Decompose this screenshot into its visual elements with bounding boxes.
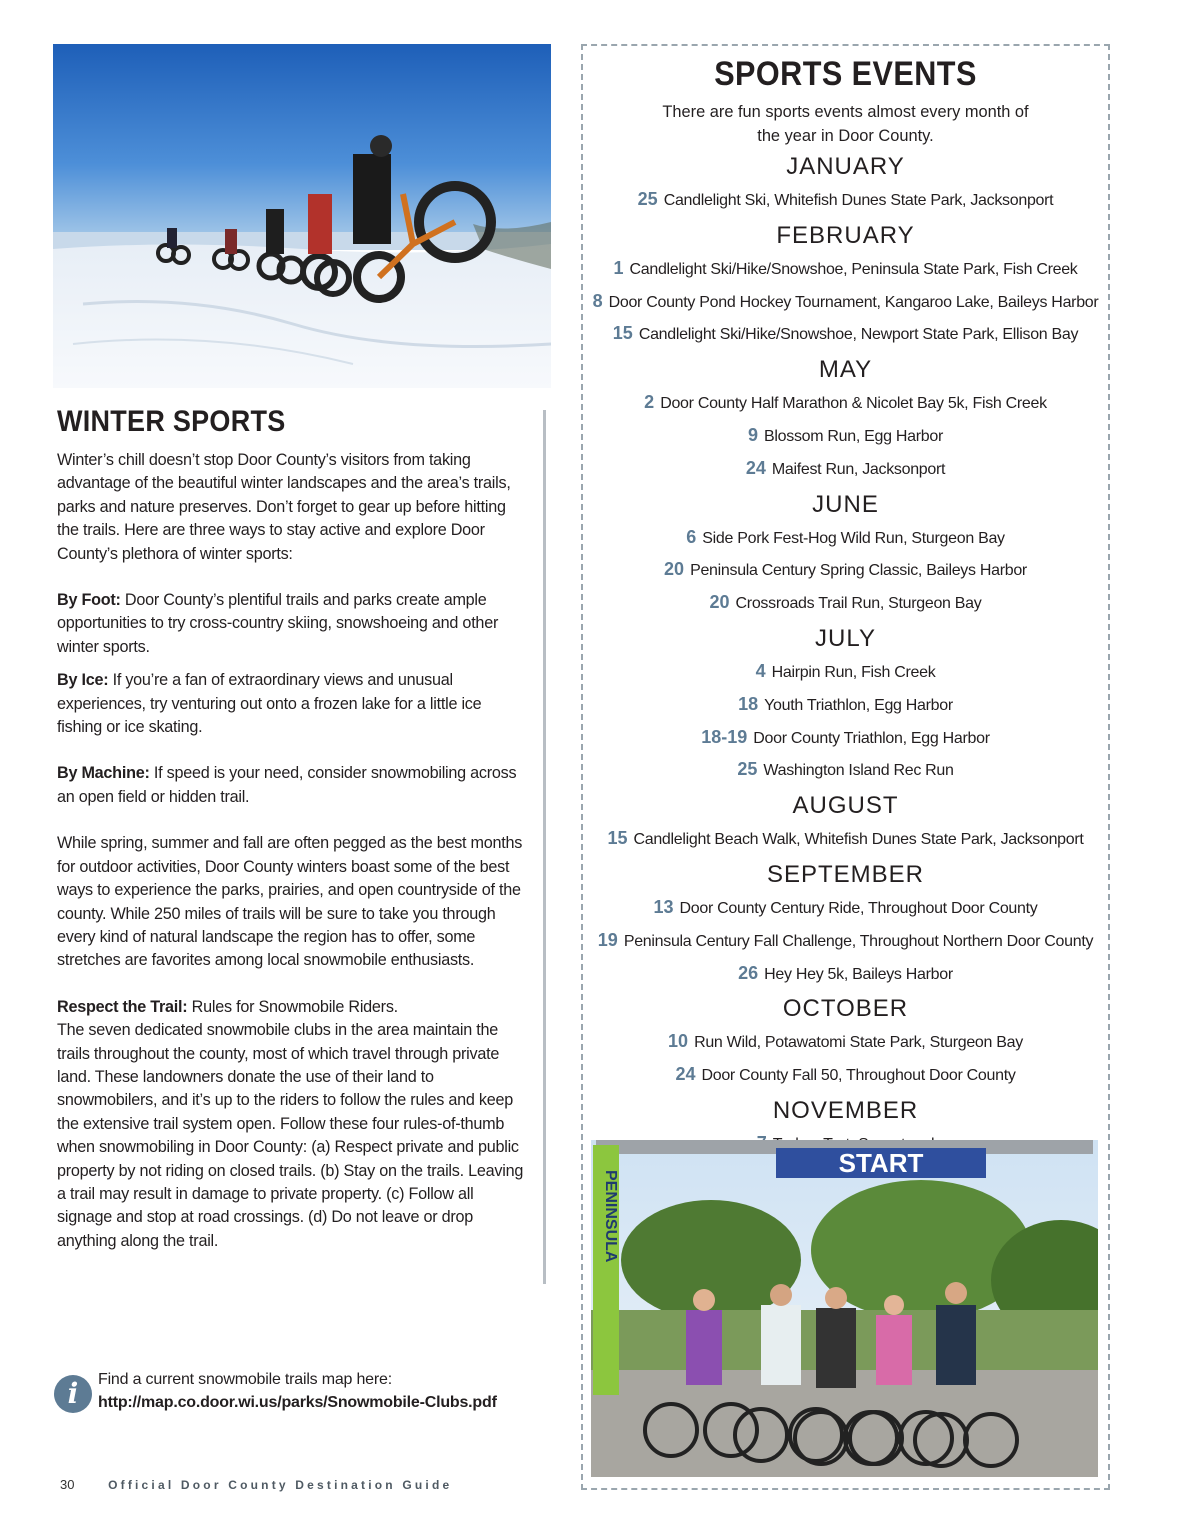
event-date: 8	[592, 290, 603, 311]
event-item	[583, 722, 1108, 755]
winter-intro: Winter’s chill doesn’t stop Door County’s visitors from taking advantage of the beautiful winter landscapes and the area’s trails, parks and nature preserves. Don’t forget to gear up before hitting the trails. Here are three ways to stay active and explore Door County’s plethora of winter sports:	[57, 451, 511, 563]
event-date: 15	[607, 828, 628, 849]
guide-title: Official Door County Destination Guide	[108, 1478, 453, 1492]
event-date: 25	[737, 759, 758, 780]
event-list	[583, 150, 1108, 1161]
event-item	[583, 754, 1108, 787]
event-name: Side Pork Fest-Hog Wild Run, Sturgeon Bay	[702, 529, 1005, 547]
event-item	[583, 184, 1108, 217]
event-item	[583, 1026, 1108, 1059]
event-date: 1	[613, 257, 624, 278]
event-date: 24	[675, 1064, 696, 1085]
event-item	[583, 925, 1108, 958]
month-heading-october: OCTOBER	[782, 995, 909, 1023]
event-date: 25	[637, 189, 658, 209]
month-heading-june: JUNE	[812, 490, 879, 518]
month-heading-august: AUGUST	[792, 792, 899, 820]
trail-map-info	[54, 1368, 574, 1418]
event-date: 2	[644, 392, 655, 413]
event-name: Candlelight Ski/Hike/Snowshoe, Peninsula State Park, Fish Creek	[629, 260, 1078, 278]
event-name: Youth Triathlon, Egg Harbor	[764, 696, 953, 714]
by-foot-paragraph	[57, 589, 527, 659]
event-name: Candlelight Ski/Hike/Snowshoe, Newport State Park, Ellison Bay	[638, 326, 1079, 344]
event-item	[583, 387, 1108, 420]
trail-map-link[interactable]: http://map.co.door.wi.us/parks/Snowmobile-Clubs.pdf	[98, 1394, 497, 1411]
event-name: Door County Century Ride, Throughout Door County	[679, 899, 1038, 917]
event-item	[583, 892, 1108, 925]
by-ice-label: By Ice:	[57, 671, 109, 690]
event-date: 13	[653, 896, 674, 917]
by-ice-paragraph	[57, 669, 527, 739]
info-icon: i	[54, 1375, 92, 1413]
page-number: 30	[60, 1477, 75, 1492]
cyclists-start-line-photo	[591, 1140, 1098, 1477]
by-machine-paragraph	[57, 762, 527, 809]
event-name: Peninsula Century Spring Classic, Baileys Harbor	[690, 562, 1027, 580]
event-date: 15	[612, 323, 633, 344]
event-date: 18-19	[701, 726, 748, 747]
by-foot-label: By Foot:	[57, 591, 121, 610]
intro-line-2: the year in Door County.	[757, 127, 934, 145]
event-item	[583, 420, 1108, 453]
event-item	[583, 522, 1108, 555]
event-date: 9	[748, 424, 759, 445]
start-banner-text: START	[838, 1148, 924, 1178]
winter-sports-title: WINTER SPORTS	[57, 405, 286, 438]
event-date: 10	[668, 1031, 689, 1052]
event-name: Hey Hey 5k, Baileys Harbor	[764, 965, 953, 983]
event-name: Peninsula Century Fall Challenge, Throughout Northern Door County	[623, 932, 1094, 950]
event-name: Door County Half Marathon & Nicolet Bay 5k, Fish Creek	[660, 395, 1047, 413]
event-item	[583, 554, 1108, 587]
month-heading-january: JANUARY	[786, 153, 905, 180]
event-name: Maifest Run, Jacksonport	[771, 460, 946, 478]
event-name: Candlelight Ski, Whitefish Dunes State Park, Jacksonport	[663, 192, 1054, 209]
sports-events-intro	[583, 100, 1108, 148]
sports-events-section	[583, 52, 1108, 1161]
event-item	[583, 453, 1108, 486]
event-item	[583, 253, 1108, 286]
respect-trail-label: Respect the Trail:	[57, 997, 188, 1016]
event-name: Door County Fall 50, Throughout Door County	[701, 1067, 1016, 1085]
by-foot-text: Door County’s plentiful trails and parks create ample opportunities to try cross-country skiing, snowshoeing and other winter sports.	[57, 591, 499, 656]
page-footer	[60, 1477, 452, 1492]
event-date: 4	[755, 660, 766, 681]
event-name: Candlelight Beach Walk, Whitefish Dunes State Park, Jacksonport	[633, 831, 1084, 849]
by-machine-label: By Machine:	[57, 764, 150, 783]
winter-sports-section	[57, 405, 527, 1253]
month-heading-may: MAY	[818, 356, 873, 384]
info-text: Find a current snowmobile trails map here:	[98, 1371, 392, 1388]
event-date: 18	[738, 693, 759, 714]
event-item	[583, 823, 1108, 856]
by-machine-text: If speed is your need, consider snowmobiling across an open field or hidden trail.	[57, 764, 517, 806]
event-date: 6	[686, 526, 697, 547]
event-item	[583, 656, 1108, 689]
event-item	[583, 1059, 1108, 1092]
event-date: 20	[709, 592, 730, 613]
event-date: 26	[738, 962, 759, 983]
month-heading-november: NOVEMBER	[772, 1096, 919, 1124]
side-banner-text: PENINSULA	[602, 1170, 619, 1263]
event-date: 24	[745, 457, 766, 478]
event-name: Washington Island Rec Run	[763, 762, 954, 780]
intro-line-1: There are fun sports events almost every month of	[662, 103, 1029, 121]
event-item	[583, 286, 1108, 319]
respect-trail-subtitle: Rules for Snowmobile Riders.	[187, 997, 398, 1016]
respect-trail-text: The seven dedicated snowmobile clubs in the area maintain the trails throughout the county, most of which travel through private land. These landowners donate the use of their land to snowmobilers, and it’s up to the riders to follow the rules and keep the extensive trail system open. Follow these four rules-of-thumb when snowmobiling in Door County: (a) Respect private and public property by not riding on closed trails. (b) Stay on the trails. Leaving a trail may result in damage to private property. (c) Follow all signage and stop at road crossings. (d) Do not leave or drop anything along the trail.	[57, 1021, 524, 1250]
event-item	[583, 318, 1108, 351]
column-divider	[543, 410, 546, 1284]
event-item	[583, 689, 1108, 722]
event-name: Run Wild, Potawatomi State Park, Sturgeon Bay	[694, 1034, 1023, 1052]
event-name: Hairpin Run, Fish Creek	[771, 663, 936, 681]
respect-trail-paragraph	[57, 996, 527, 1253]
month-heading-february: FEBRUARY	[776, 221, 915, 249]
sports-events-title: SPORTS EVENTS	[714, 55, 977, 93]
month-heading-september: SEPTEMBER	[766, 860, 925, 888]
fat-bike-winter-photo	[53, 44, 551, 388]
month-heading-july: JULY	[815, 624, 876, 652]
info-text-block	[98, 1368, 497, 1414]
event-name: Crossroads Trail Run, Sturgeon Bay	[735, 595, 982, 613]
event-date: 20	[664, 559, 685, 580]
event-date: 19	[597, 929, 618, 950]
event-name: Blossom Run, Egg Harbor	[764, 427, 943, 445]
event-item	[583, 587, 1108, 620]
by-ice-text: If you’re a fan of extraordinary views and unusual experiences, try venturing out onto a frozen lake for a little ice fishing or ice skating.	[57, 671, 482, 737]
event-item	[583, 958, 1108, 991]
event-name: Door County Pond Hockey Tournament, Kangaroo Lake, Baileys Harbor	[608, 293, 1099, 311]
winter-body-paragraph: While spring, summer and fall are often pegged as the best months for outdoor activities, Door County winters boast some of the best ways to experience the parks, prairies, and open countryside of the county. While 250 miles of trails will be sure to take you through every kind of natural landscape the region has to offer, some stretches are favorites among local snowmobile enthusiasts.	[57, 834, 523, 970]
event-name: Door County Triathlon, Egg Harbor	[753, 729, 990, 747]
